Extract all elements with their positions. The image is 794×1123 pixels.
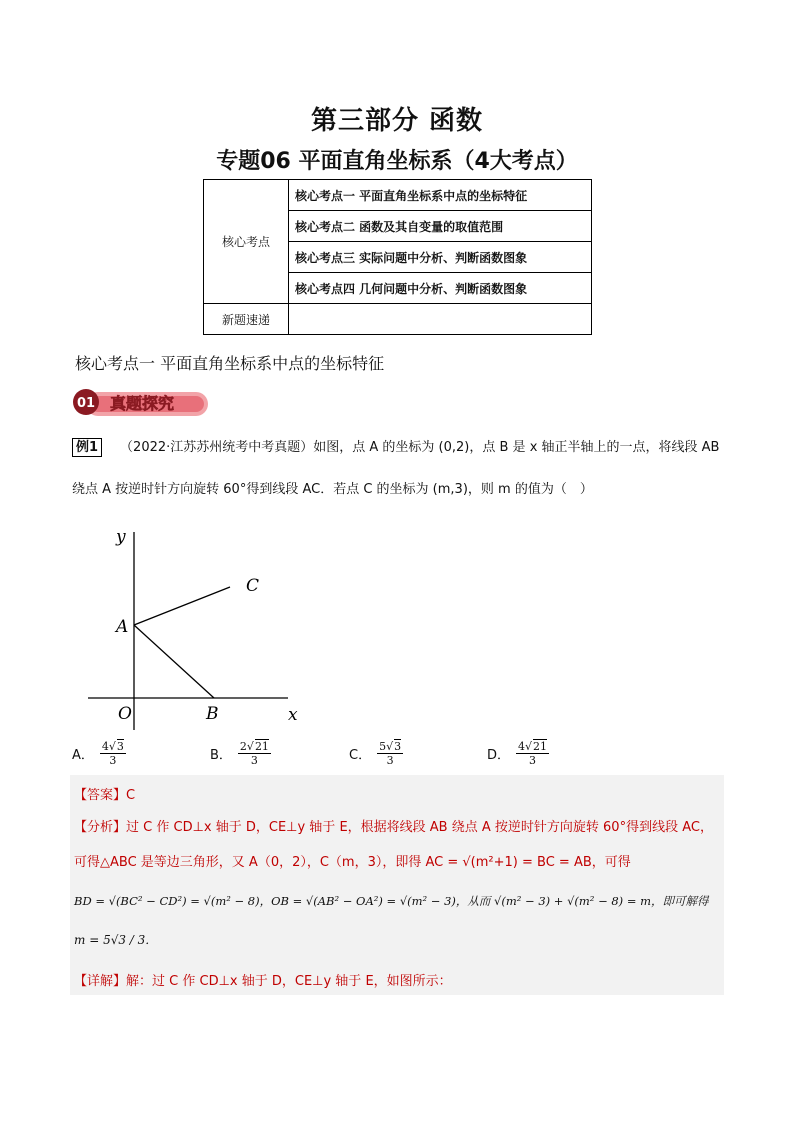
section-badge (72, 384, 212, 420)
segment-ab (134, 625, 214, 698)
toc-table (203, 179, 592, 335)
option-fraction: $\frac{5√3}{3}$ (379, 740, 402, 767)
option-letter: A． (72, 748, 94, 763)
detail-line: 【详解】解：过 C 作 CD⊥x 轴于 D，CE⊥y 轴于 E，如图所示： (74, 974, 452, 989)
analysis-line-1: 【分析】过 C 作 CD⊥x 轴于 D，CE⊥y 轴于 E，根据将线段 AB 绕点 A 按逆时针方向旋转 60°得到线段 AC， (74, 820, 713, 835)
badge-number: 01 (76, 396, 96, 411)
toc-new-label[interactable]: 新题速递 (204, 304, 289, 335)
section-title: 核心考点一 平面直角坐标系中点的坐标特征 (75, 354, 385, 373)
point-b-label: B (206, 704, 219, 724)
example-line-1 (72, 436, 719, 455)
analysis-tag: 【分析】 (74, 820, 127, 835)
option-letter: C． (349, 748, 372, 763)
option-letter: D． (487, 748, 511, 763)
option-d[interactable] (487, 740, 549, 767)
toc-item[interactable]: 核心考点二 函数及其自变量的取值范围 (289, 211, 592, 242)
example-tag: 例1 (72, 438, 102, 457)
toc-item[interactable]: 核心考点一 平面直角坐标系中点的坐标特征 (289, 180, 592, 211)
part-title: 第三部分 函数 (310, 106, 484, 136)
option-b[interactable] (210, 740, 271, 767)
detail-tag: 【详解】 (74, 974, 127, 989)
toc-empty-cell (289, 304, 592, 335)
answer-line (74, 784, 135, 803)
example-line-2: 绕点 A 按逆时针方向旋转 60°得到线段 AC．若点 C 的坐标为 (m,3)，则 m 的值为（ ） (72, 482, 593, 497)
example-source: （2022·江苏苏州统考中考真题） (120, 440, 314, 455)
analysis-line-3: BD = √(BC² − CD²) = √(m² − 8)，OB = √(AB² − OA²) = √(m² − 3)，从而 √(m² − 3) + √(m² − 8) = m，即可解得 (74, 894, 709, 908)
analysis-line-4: m = 5√3 / 3． (74, 933, 158, 947)
segment-ac (134, 587, 230, 625)
toc-item[interactable]: 核心考点三 实际问题中分析、判断函数图象 (289, 242, 592, 273)
analysis-line-2: 可得△ABC 是等边三角形，又 A（0，2），C（m，3），即得 AC = √(m²+1) = BC = AB，可得 (74, 855, 631, 870)
option-c[interactable] (349, 740, 403, 767)
point-c-label: C (246, 576, 260, 596)
topic-title: 专题06 平面直角坐标系（4大考点） (216, 149, 578, 174)
option-fraction: $\frac{4√3}{3}$ (101, 740, 124, 767)
point-a-label: A (116, 617, 129, 637)
option-a[interactable] (72, 740, 126, 767)
example-text-1: 如图，点 A 的坐标为 (0,2)，点 B 是 x 轴正半轴上的一点，将线段 AB (313, 440, 720, 455)
toc-core-label: 核心考点 (204, 180, 289, 304)
toc-item[interactable]: 核心考点四 几何问题中分析、判断函数图象 (289, 273, 592, 304)
answer-tag: 【答案】 (74, 788, 127, 803)
coordinate-figure (78, 520, 318, 740)
x-axis-label: x (288, 705, 298, 725)
origin-label: O (118, 704, 132, 724)
answer-panel (70, 775, 724, 995)
option-fraction: $\frac{4√21}{3}$ (518, 740, 548, 767)
badge-text: 真题探究 (110, 394, 175, 413)
option-letter: B． (210, 748, 232, 763)
answer-value: C (126, 788, 136, 803)
y-axis-label: y (116, 527, 126, 547)
option-fraction: $\frac{2√21}{3}$ (239, 740, 269, 767)
